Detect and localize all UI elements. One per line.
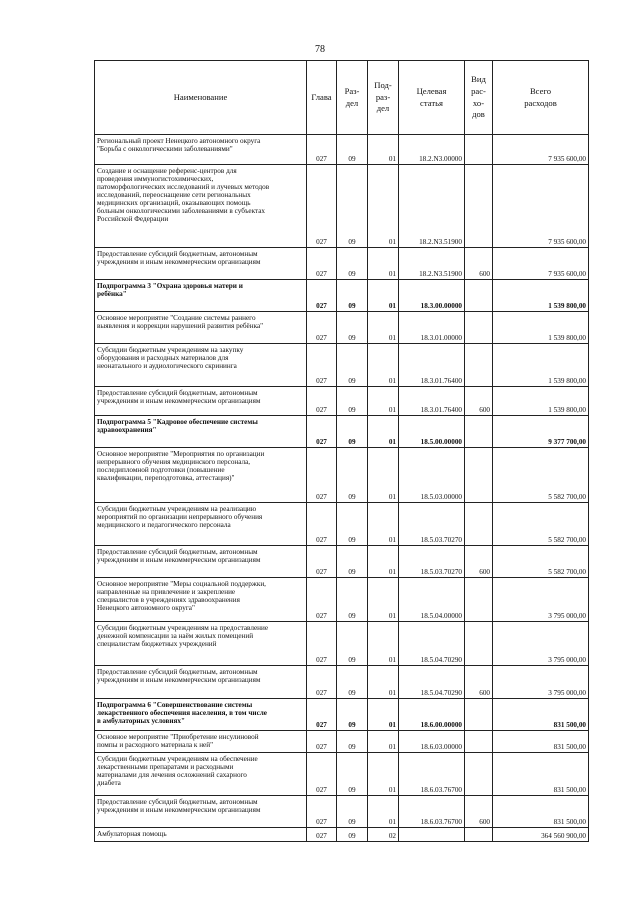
cell-name: Создание и оснащение референс-центров для проведения иммуногистохимических, патоморфологических исследований и лучевых методов исследований, переоснащение сети региональных медицинских организаций, оказывающих помощь больным онкологическими заболеваниями в субъектах Российской Федерации (95, 165, 307, 248)
cell-celevaya: 18.5.00.00000 (399, 416, 465, 448)
cell-vid (465, 135, 493, 165)
header-vid: Вид рас- хо- дов (465, 61, 493, 135)
cell-vid (465, 699, 493, 731)
cell-celevaya: 18.3.01.00000 (399, 312, 465, 344)
table-row (95, 546, 589, 578)
cell-razdel: 09 (337, 280, 368, 312)
cell-celevaya: 18.6.03.76700 (399, 796, 465, 828)
cell-name: Предоставление субсидий бюджетным, автономным учреждениям и иным некоммерческим организациям (95, 387, 307, 416)
cell-vid (465, 312, 493, 344)
cell-vid (465, 578, 493, 622)
table-row (95, 165, 589, 248)
cell-name: Основное мероприятие "Приобретение инсулиновой помпы и расходного материала к ней" (95, 731, 307, 753)
table-row (95, 578, 589, 622)
table-row (95, 248, 589, 280)
cell-podrazdel: 01 (368, 448, 399, 503)
cell-razdel: 09 (337, 753, 368, 796)
cell-vid (465, 828, 493, 842)
cell-vsego: 1 539 800,00 (493, 312, 589, 344)
cell-vsego: 5 582 700,00 (493, 503, 589, 546)
budget-table (94, 60, 589, 842)
cell-podrazdel: 01 (368, 666, 399, 699)
cell-celevaya: 18.5.03.00000 (399, 448, 465, 503)
cell-celevaya: 18.3.00.00000 (399, 280, 465, 312)
cell-podrazdel: 01 (368, 248, 399, 280)
cell-vid: 600 (465, 796, 493, 828)
table-row (95, 448, 589, 503)
cell-vid (465, 165, 493, 248)
cell-podrazdel: 01 (368, 312, 399, 344)
cell-vsego: 7 935 600,00 (493, 165, 589, 248)
cell-vsego: 831 500,00 (493, 699, 589, 731)
cell-name: Субсидии бюджетным учреждениям на предоставление денежной компенсации за наём жилых помещений специалистам бюджетных учреждений (95, 622, 307, 666)
cell-vid: 600 (465, 666, 493, 699)
cell-vsego: 5 582 700,00 (493, 546, 589, 578)
table-row (95, 666, 589, 699)
cell-podrazdel: 01 (368, 546, 399, 578)
table-header-row (95, 61, 589, 135)
cell-name: Подпрограмма 6 "Совершенствование системы лекарственного обеспечения населения, в том числе в амбулаторных условиях" (95, 699, 307, 731)
cell-podrazdel: 01 (368, 753, 399, 796)
cell-name: Подпрограмма 5 "Кадровое обеспечение системы здравоохранения" (95, 416, 307, 448)
cell-name: Предоставление субсидий бюджетным, автономным учреждениям и иным некоммерческим организациям (95, 546, 307, 578)
cell-name: Субсидии бюджетным учреждениям на обеспечение лекарственными препаратами и расходными материалами для лечения осложнений сахарного диабета (95, 753, 307, 796)
cell-glava: 027 (307, 546, 337, 578)
cell-razdel: 09 (337, 828, 368, 842)
cell-podrazdel: 01 (368, 699, 399, 731)
table-row (95, 280, 589, 312)
cell-name: Субсидии бюджетным учреждениям на закупку оборудования и расходных материалов для неонатального и аудиологического скрининга (95, 344, 307, 387)
table-row (95, 796, 589, 828)
cell-name: Амбулаторная помощь (95, 828, 307, 842)
cell-glava: 027 (307, 578, 337, 622)
table-row (95, 416, 589, 448)
cell-razdel: 09 (337, 796, 368, 828)
cell-name: Основное мероприятие "Меры социальной поддержки, направленные на привлечение и закрепление специалистов в учреждениях здравоохранения Ненецкого автономного округа" (95, 578, 307, 622)
table-row (95, 503, 589, 546)
cell-name: Подпрограмма 3 "Охрана здоровья матери и ребёнка" (95, 280, 307, 312)
header-razdel: Раз- дел (337, 61, 368, 135)
cell-glava: 027 (307, 135, 337, 165)
cell-podrazdel: 01 (368, 387, 399, 416)
cell-celevaya: 18.5.04.70290 (399, 622, 465, 666)
header-glava: Глава (307, 61, 337, 135)
cell-glava: 027 (307, 503, 337, 546)
cell-razdel: 09 (337, 165, 368, 248)
cell-vid (465, 448, 493, 503)
cell-vsego: 1 539 800,00 (493, 280, 589, 312)
table-row (95, 731, 589, 753)
cell-vid (465, 503, 493, 546)
cell-razdel: 09 (337, 248, 368, 280)
cell-razdel: 09 (337, 546, 368, 578)
cell-celevaya: 18.2.N3.51900 (399, 248, 465, 280)
cell-glava: 027 (307, 312, 337, 344)
cell-celevaya: 18.2.N3.51900 (399, 165, 465, 248)
table-row (95, 828, 589, 842)
cell-razdel: 09 (337, 312, 368, 344)
cell-vsego: 3 795 000,00 (493, 622, 589, 666)
cell-podrazdel: 02 (368, 828, 399, 842)
cell-podrazdel: 01 (368, 280, 399, 312)
cell-vid (465, 753, 493, 796)
cell-podrazdel: 01 (368, 796, 399, 828)
cell-razdel: 09 (337, 578, 368, 622)
cell-celevaya: 18.5.03.70270 (399, 503, 465, 546)
cell-vsego: 1 539 800,00 (493, 387, 589, 416)
cell-name: Региональный проект Ненецкого автономного округа "Борьба с онкологическими заболеваниями" (95, 135, 307, 165)
header-celevaya: Целевая статья (399, 61, 465, 135)
cell-celevaya: 18.6.00.00000 (399, 699, 465, 731)
cell-glava: 027 (307, 280, 337, 312)
cell-podrazdel: 01 (368, 416, 399, 448)
page-number: 78 (315, 44, 325, 55)
table-row (95, 344, 589, 387)
cell-name: Предоставление субсидий бюджетным, автономным учреждениям и иным некоммерческим организациям (95, 666, 307, 699)
cell-vsego: 831 500,00 (493, 753, 589, 796)
cell-razdel: 09 (337, 387, 368, 416)
table-row (95, 312, 589, 344)
cell-celevaya: 18.6.03.00000 (399, 731, 465, 753)
cell-podrazdel: 01 (368, 135, 399, 165)
cell-vsego: 7 935 600,00 (493, 248, 589, 280)
cell-vid: 600 (465, 387, 493, 416)
cell-vsego: 831 500,00 (493, 731, 589, 753)
cell-vsego: 9 377 700,00 (493, 416, 589, 448)
cell-glava: 027 (307, 796, 337, 828)
cell-vid (465, 280, 493, 312)
cell-celevaya: 18.2.N3.00000 (399, 135, 465, 165)
cell-razdel: 09 (337, 666, 368, 699)
cell-celevaya: 18.5.04.00000 (399, 578, 465, 622)
cell-razdel: 09 (337, 699, 368, 731)
cell-glava: 027 (307, 248, 337, 280)
cell-razdel: 09 (337, 135, 368, 165)
cell-name: Основное мероприятие "Мероприятия по организации непрерывного обучения медицинского персонала, последипломной подготовки (повышение квалификации, переподготовка, аттестация)" (95, 448, 307, 503)
cell-glava: 027 (307, 622, 337, 666)
cell-vsego: 3 795 000,00 (493, 666, 589, 699)
cell-celevaya: 18.3.01.76400 (399, 387, 465, 416)
cell-vid (465, 622, 493, 666)
cell-podrazdel: 01 (368, 344, 399, 387)
cell-glava: 027 (307, 731, 337, 753)
table-row (95, 753, 589, 796)
header-podrazdel: Под- раз- дел (368, 61, 399, 135)
cell-podrazdel: 01 (368, 578, 399, 622)
cell-celevaya: 18.5.03.70270 (399, 546, 465, 578)
table-row (95, 135, 589, 165)
cell-vsego: 831 500,00 (493, 796, 589, 828)
cell-vsego: 1 539 800,00 (493, 344, 589, 387)
cell-podrazdel: 01 (368, 503, 399, 546)
cell-vsego: 5 582 700,00 (493, 448, 589, 503)
cell-vid (465, 731, 493, 753)
header-name: Наименование (95, 61, 307, 135)
cell-celevaya: 18.5.04.70290 (399, 666, 465, 699)
cell-glava: 027 (307, 828, 337, 842)
cell-vsego: 3 795 000,00 (493, 578, 589, 622)
table-row (95, 387, 589, 416)
cell-celevaya: 18.6.03.76700 (399, 753, 465, 796)
cell-razdel: 09 (337, 503, 368, 546)
cell-podrazdel: 01 (368, 165, 399, 248)
cell-glava: 027 (307, 165, 337, 248)
cell-razdel: 09 (337, 622, 368, 666)
cell-glava: 027 (307, 666, 337, 699)
cell-vid (465, 416, 493, 448)
cell-razdel: 09 (337, 344, 368, 387)
cell-razdel: 09 (337, 448, 368, 503)
cell-glava: 027 (307, 699, 337, 731)
cell-celevaya: 18.3.01.76400 (399, 344, 465, 387)
cell-vsego: 364 560 900,00 (493, 828, 589, 842)
cell-razdel: 09 (337, 731, 368, 753)
table-row (95, 699, 589, 731)
table-body (95, 135, 589, 842)
cell-glava: 027 (307, 416, 337, 448)
cell-glava: 027 (307, 448, 337, 503)
cell-podrazdel: 01 (368, 731, 399, 753)
cell-vid: 600 (465, 248, 493, 280)
cell-razdel: 09 (337, 416, 368, 448)
cell-name: Основное мероприятие "Создание системы раннего выявления и коррекции нарушений развития ребёнка" (95, 312, 307, 344)
cell-glava: 027 (307, 344, 337, 387)
cell-vsego: 7 935 600,00 (493, 135, 589, 165)
cell-vid (465, 344, 493, 387)
cell-celevaya (399, 828, 465, 842)
cell-name: Предоставление субсидий бюджетным, автономным учреждениям и иным некоммерческим организациям (95, 248, 307, 280)
cell-name: Субсидии бюджетным учреждениям на реализацию мероприятий по организации непрерывного обучения медицинского и педагогического персонала (95, 503, 307, 546)
cell-podrazdel: 01 (368, 622, 399, 666)
cell-glava: 027 (307, 387, 337, 416)
table-row (95, 622, 589, 666)
cell-name: Предоставление субсидий бюджетным, автономным учреждениям и иным некоммерческим организациям (95, 796, 307, 828)
cell-vid: 600 (465, 546, 493, 578)
cell-glava: 027 (307, 753, 337, 796)
header-vsego: Всего расходов (493, 61, 589, 135)
